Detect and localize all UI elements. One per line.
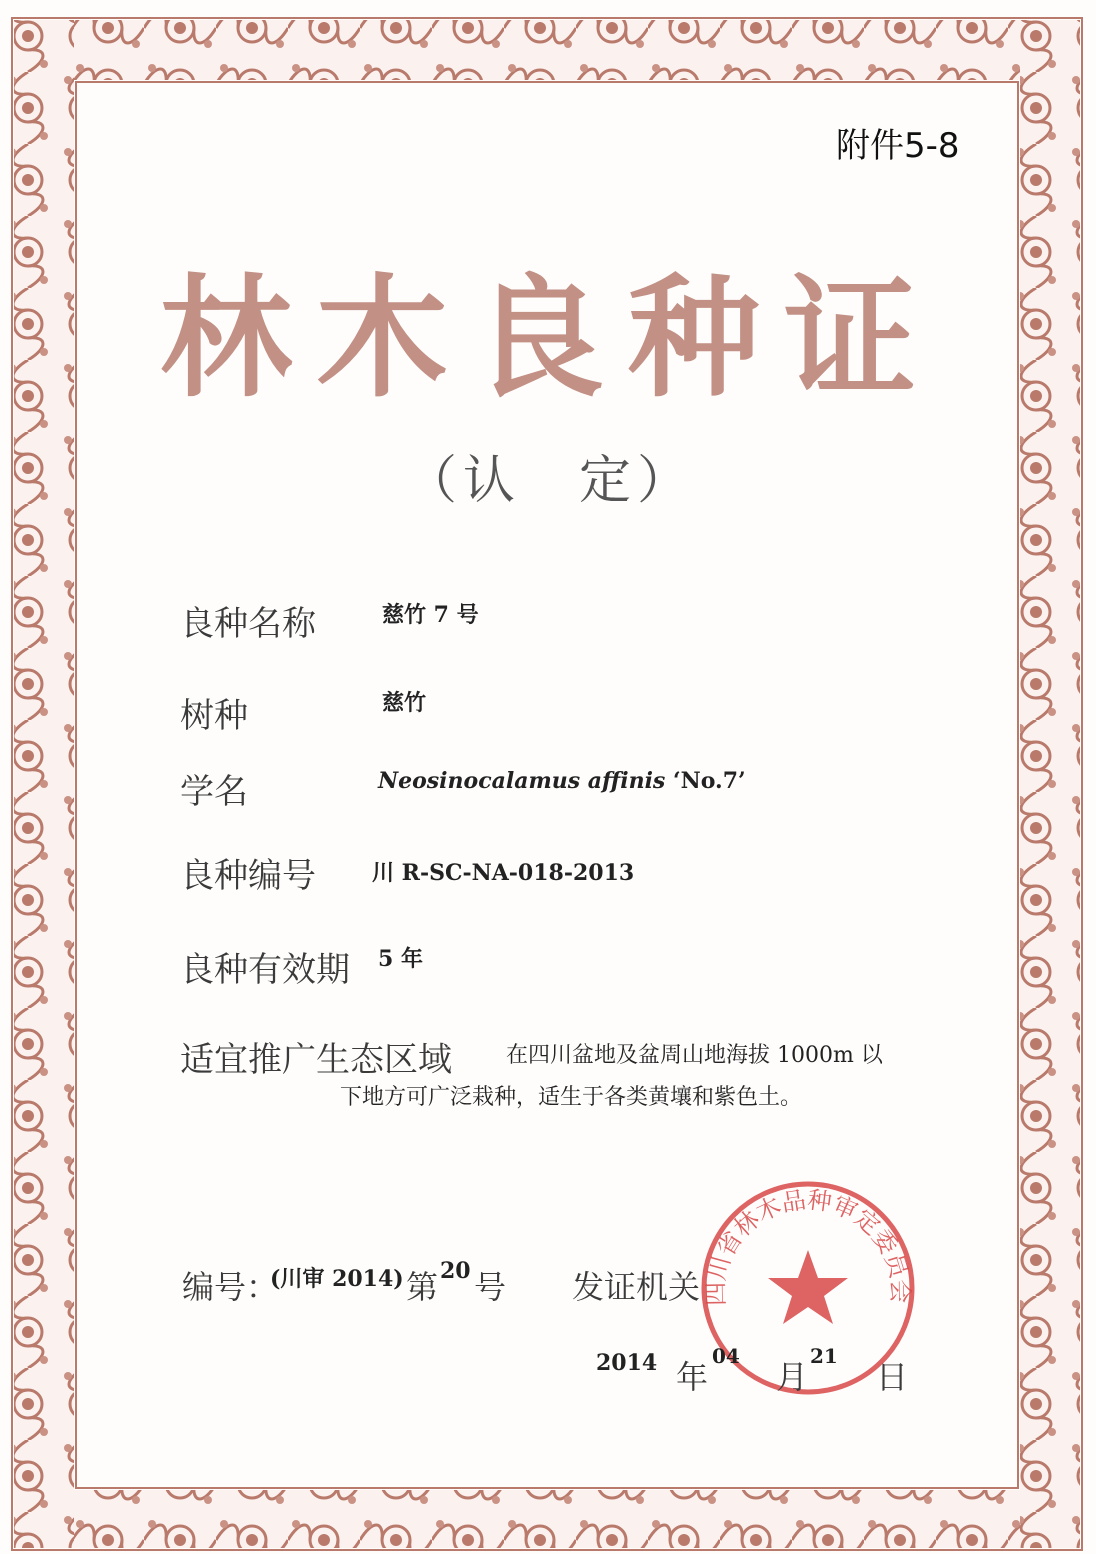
seal-text: 四川省林木品种审定委员会 bbox=[701, 1185, 915, 1307]
eco-region-line2: 下地方可广泛栽种，适生于各类黄壤和紫色土。 bbox=[340, 1085, 803, 1110]
cert-number-label: 编号： bbox=[182, 1268, 279, 1306]
scientific-name-cultivar: ‘No.7’ bbox=[673, 768, 746, 794]
species-label: 树种 bbox=[180, 696, 248, 736]
month-label: 月 bbox=[776, 1358, 809, 1396]
issue-month: 04 bbox=[712, 1344, 740, 1368]
cert-number-prefix: (川审 2014) bbox=[270, 1266, 404, 1292]
variety-code-value: 川 R-SC-NA-018-2013 bbox=[372, 860, 635, 886]
certificate-subtitle: （认 定） bbox=[404, 451, 695, 511]
cert-number-suffix: 号 bbox=[474, 1268, 507, 1306]
variety-name-value: 慈竹 7 号 bbox=[382, 602, 479, 628]
cert-number-value: 20 bbox=[440, 1258, 471, 1284]
validity-label: 良种有效期 bbox=[180, 950, 350, 990]
issue-day: 21 bbox=[810, 1344, 838, 1368]
species-value: 慈竹 bbox=[382, 690, 427, 716]
year-label: 年 bbox=[676, 1358, 709, 1396]
validity-value: 5 年 bbox=[378, 946, 423, 972]
issue-year: 2014 bbox=[596, 1350, 658, 1376]
scientific-name-value bbox=[378, 768, 746, 794]
eco-region-line1: 在四川盆地及盆周山地海拔 1000m 以 bbox=[506, 1043, 883, 1068]
variety-code-label: 良种编号 bbox=[180, 856, 316, 896]
eco-region-label: 适宜推广生态区域 bbox=[180, 1040, 452, 1080]
issuer-label: 发证机关 bbox=[572, 1268, 701, 1306]
scientific-name-genus: Neosinocalamus affinis bbox=[378, 768, 666, 794]
cert-number-di: 第 bbox=[406, 1268, 439, 1306]
certificate-title: 林木良种证 bbox=[160, 262, 940, 416]
day-label: 日 bbox=[876, 1358, 909, 1396]
scientific-name-label: 学名 bbox=[180, 772, 248, 812]
attachment-number: 附件5-8 bbox=[836, 126, 960, 166]
variety-name-label: 良种名称 bbox=[180, 604, 316, 644]
